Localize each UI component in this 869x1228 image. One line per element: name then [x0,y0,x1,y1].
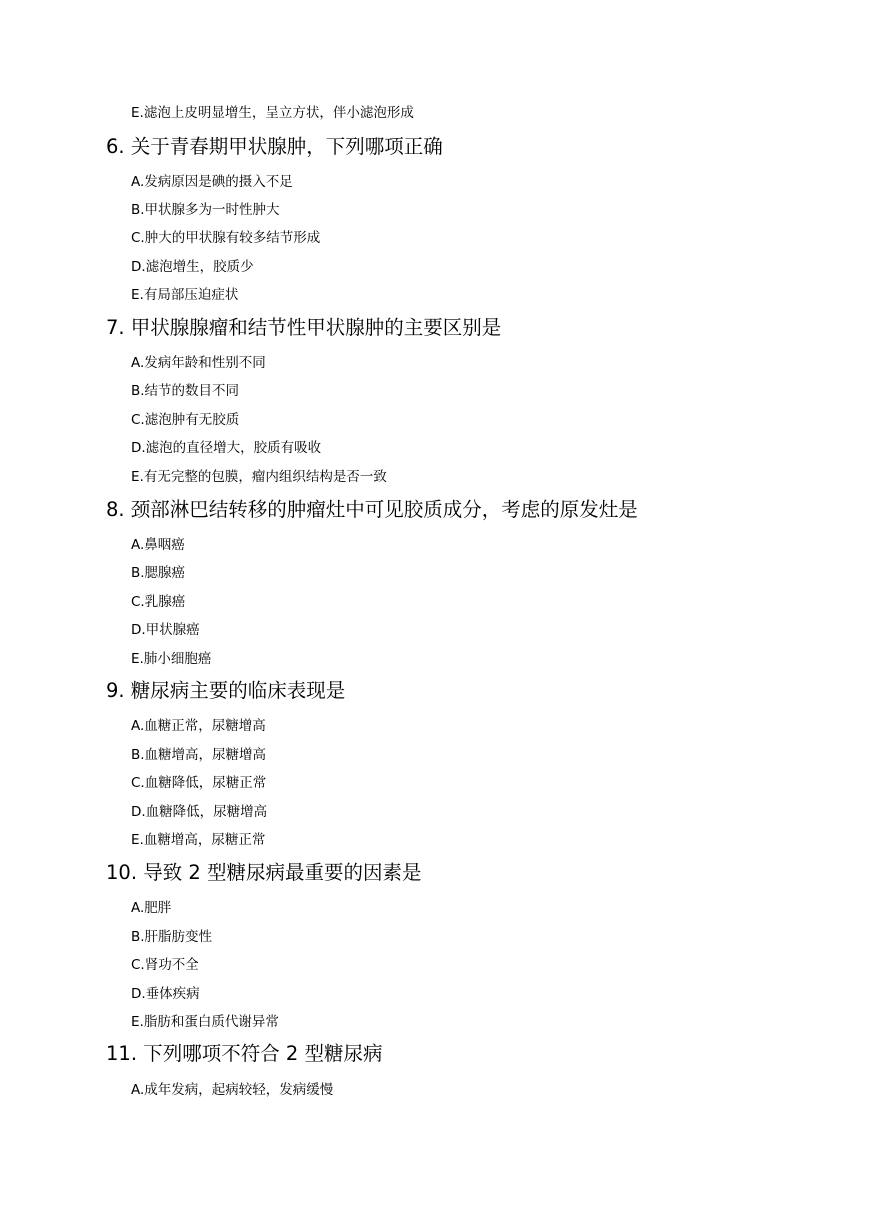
option-text: E.脂肪和蛋白质代谢异常 [131,1014,279,1030]
option-text: B.血糖增高，尿糖增高 [131,747,267,763]
question-10-stem: 10. 导致 2 型糖尿病最重要的因素是 [106,861,422,884]
question-9-stem: 9. 糖尿病主要的临床表现是 [106,679,346,702]
option-text: D.垂体疾病 [131,986,200,1002]
option-text: D.滤泡增生，胶质少 [131,259,254,275]
option-text: D.滤泡的直径增大，胶质有吸收 [131,440,322,456]
option-text: A.肥胖 [131,900,172,916]
option-text: C.肾功不全 [131,957,199,973]
option-text: C.肿大的甲状腺有较多结节形成 [131,230,321,246]
option-text: A.血糖正常，尿糖增高 [131,718,266,734]
option-text: B.结节的数目不同 [131,383,240,399]
option-text: C.滤泡肿有无胶质 [131,412,240,428]
option-text: C.乳腺癌 [131,594,186,610]
option-text: B.肝脂肪变性 [131,929,213,945]
option-text: E.血糖增高，尿糖正常 [131,832,266,848]
option-text: B.甲状腺多为一时性肿大 [131,202,280,218]
option-text: E.肺小细胞癌 [131,651,212,667]
option-text: A.发病年龄和性别不同 [131,355,266,371]
option-text: D.甲状腺癌 [131,622,200,638]
option-text: D.血糖降低，尿糖增高 [131,804,268,820]
question-11-stem: 11. 下列哪项不符合 2 型糖尿病 [106,1042,383,1065]
option-text: A.成年发病，起病较轻，发病缓慢 [131,1082,334,1098]
option-text: A.鼻咽癌 [131,537,185,553]
option-text: C.血糖降低，尿糖正常 [131,775,267,791]
option-text: E.有无完整的包膜，瘤内组织结构是否一致 [131,469,387,485]
question-6-stem: 6. 关于青春期甲状腺肿，下列哪项正确 [106,135,443,158]
option-text: B.腮腺癌 [131,565,186,581]
question-8-stem: 8. 颈部淋巴结转移的肿瘤灶中可见胶质成分，考虑的原发灶是 [106,498,638,521]
option-text: A.发病原因是碘的摄入不足 [131,174,293,190]
option-text: E.有局部压迫症状 [131,287,239,303]
question-7-stem: 7. 甲状腺腺瘤和结节性甲状腺肿的主要区别是 [106,316,502,339]
option-text: E.滤泡上皮明显增生，呈立方状，伴小滤泡形成 [131,105,414,121]
